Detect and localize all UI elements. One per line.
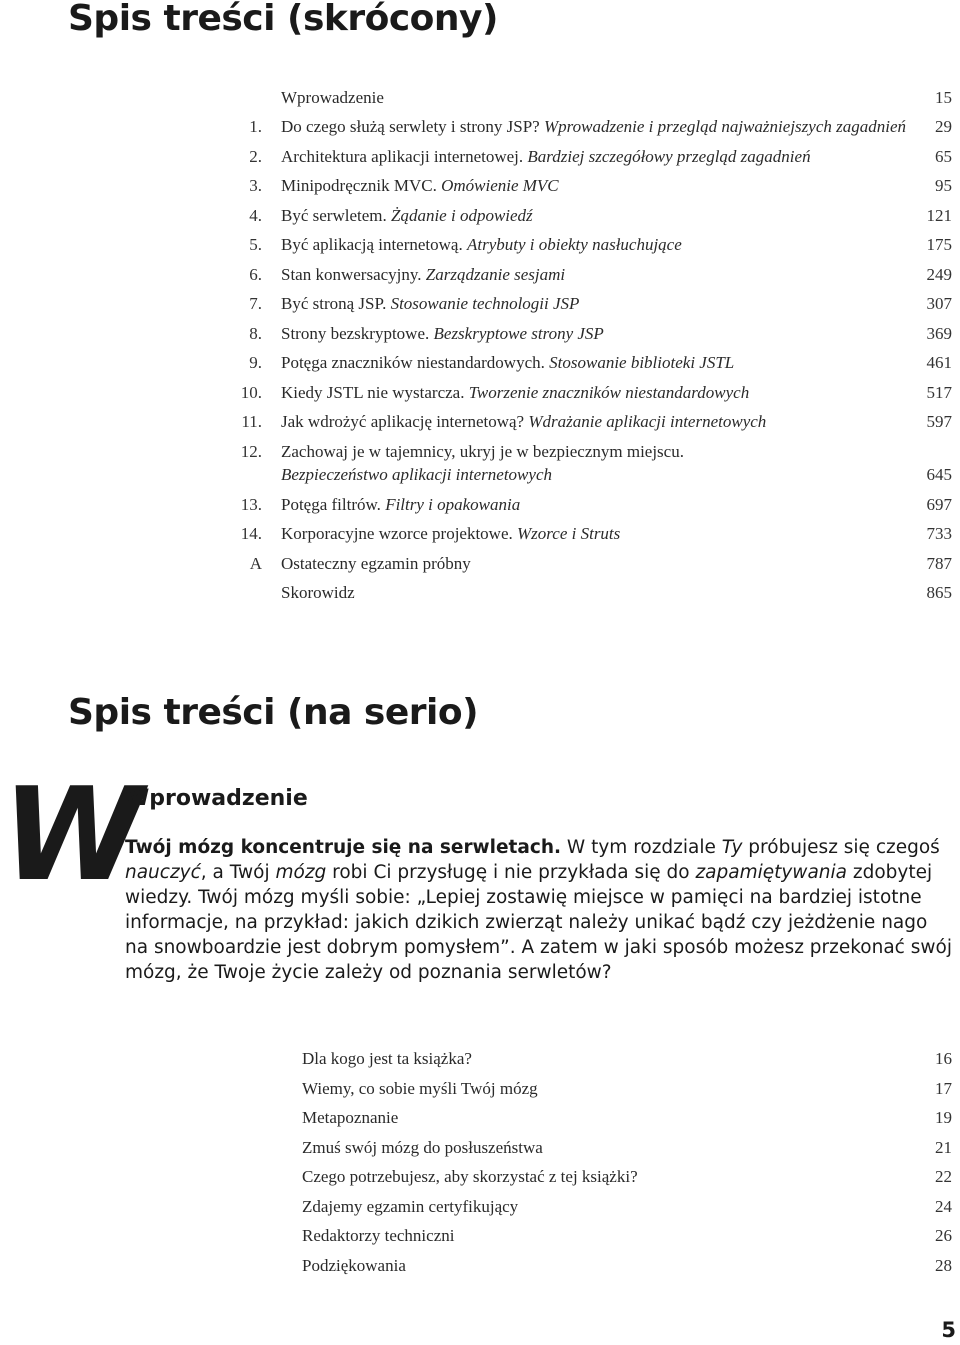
entry-number: 2. <box>249 147 262 166</box>
entry-page: 65 <box>935 147 952 166</box>
short-toc-title: Spis treści (skrócony) <box>68 0 498 39</box>
entry-number: 1. <box>249 117 262 136</box>
toc-entry[interactable] <box>0 175 960 205</box>
section-title: Czego potrzebujesz, aby skorzystać z tej książki? <box>302 1167 638 1186</box>
entry-title: Do czego służą serwlety i strony JSP? <box>281 117 540 136</box>
entry-subtitle: Filtry i opakowania <box>385 495 521 514</box>
entry-page: 517 <box>926 383 952 402</box>
entry-page: 645 <box>926 465 952 484</box>
entry-number: 8. <box>249 324 262 343</box>
intro-emphasis: mózg <box>275 862 327 883</box>
section-page: 19 <box>935 1108 952 1127</box>
section-page: 24 <box>935 1197 952 1216</box>
intro-emphasis: zapamiętywania <box>695 862 847 883</box>
section-entry[interactable] <box>0 1137 960 1167</box>
entry-page: 733 <box>926 524 952 543</box>
section-entry[interactable] <box>0 1225 960 1255</box>
entry-subtitle: Bardziej szczegółowy przegląd zagadnień <box>527 147 811 166</box>
entry-title: Potęga filtrów. <box>281 495 381 514</box>
entry-subtitle: Żądanie i odpowiedź <box>391 206 533 225</box>
toc-entry[interactable] <box>0 553 960 583</box>
intro-text: próbujesz się czegoś <box>742 837 940 858</box>
entry-subtitle: Stosowanie biblioteki JSTL <box>549 353 735 372</box>
section-entry[interactable] <box>0 1196 960 1226</box>
entry-title: Potęga znaczników niestandardowych. <box>281 353 545 372</box>
entry-number: 14. <box>240 524 262 543</box>
toc-entry[interactable] <box>0 116 960 146</box>
section-entry[interactable] <box>0 1255 960 1285</box>
toc-entry[interactable] <box>0 146 960 176</box>
chapter-title[interactable]: Wprowadzenie <box>125 786 308 811</box>
entry-title: Jak wdrożyć aplikację internetową? <box>281 412 525 431</box>
section-entry[interactable] <box>0 1107 960 1137</box>
entry-title: Być stroną JSP. <box>281 294 387 313</box>
entry-number: 3. <box>249 176 262 195</box>
entry-number: 4. <box>249 206 262 225</box>
entry-number: 9. <box>249 353 262 372</box>
entry-subtitle: Wprowadzenie i przegląd najważniejszych zagadnień <box>543 117 906 136</box>
section-entry[interactable] <box>0 1166 960 1196</box>
chapter-letter: W <box>2 761 144 910</box>
entry-subtitle: Tworzenie znaczników niestandardowych <box>468 383 750 402</box>
entry-page: 369 <box>926 324 952 343</box>
toc-entry[interactable] <box>0 494 960 524</box>
entry-page: 249 <box>926 265 952 284</box>
entry-page: 15 <box>935 88 952 107</box>
entry-page: 787 <box>926 554 952 573</box>
section-page: 28 <box>935 1256 952 1275</box>
section-page: 21 <box>935 1138 952 1157</box>
entry-subtitle: Atrybuty i obiekty nasłuchujące <box>466 235 682 254</box>
entry-subtitle: Bezskryptowe strony JSP <box>433 324 604 343</box>
entry-number: 6. <box>249 265 262 284</box>
entry-subtitle: Stosowanie technologii JSP <box>390 294 580 313</box>
entry-page: 95 <box>935 176 952 195</box>
toc-entry[interactable] <box>0 582 960 612</box>
chapter-intro <box>125 835 955 985</box>
intro-text: , a Twój <box>200 862 276 883</box>
entry-number: 7. <box>249 294 262 313</box>
entry-page: 175 <box>926 235 952 254</box>
toc-entry[interactable] <box>0 441 960 493</box>
toc-entry[interactable] <box>0 323 960 353</box>
entry-title: Korporacyjne wzorce projektowe. <box>281 524 513 543</box>
intro-lead: Twój mózg koncentruje się na serwletach. <box>125 837 562 858</box>
entry-title: Architektura aplikacji internetowej. <box>281 147 524 166</box>
intro-text: W tym rozdziale <box>561 837 722 858</box>
entry-number: 5. <box>249 235 262 254</box>
entry-number: A <box>249 554 262 573</box>
entry-title: Zachowaj je w tajemnicy, ukryj je w bezpiecznym miejscu. <box>281 442 684 461</box>
entry-page: 697 <box>926 495 952 514</box>
entry-page: 307 <box>926 294 952 313</box>
entry-page: 865 <box>926 583 952 602</box>
section-page: 22 <box>935 1167 952 1186</box>
entry-number: 10. <box>240 383 262 402</box>
toc-entry[interactable] <box>0 234 960 264</box>
intro-text: zdobytej wiedzy. Twój mózg myśli sobie: „Lepiej zostawię miejsce w pamięci na bardziej istotne informacje, na przykład: jakich dzikich zwierząt należy unikać bądź czy jeżdżenie nago na snowboardzie jest dobrym pomysłem”. A zatem w jaki sposób możesz przekonać swój mózg, że Twoje życie zależy od poznania serwletów? <box>125 862 952 983</box>
toc-entry[interactable] <box>0 205 960 235</box>
section-entry[interactable] <box>0 1078 960 1108</box>
section-entry[interactable] <box>0 1048 960 1078</box>
section-title: Zmuś swój mózg do posłuszeństwa <box>302 1138 543 1157</box>
toc-entry[interactable] <box>0 382 960 412</box>
entry-page: 29 <box>935 117 952 136</box>
section-title: Metapoznanie <box>302 1108 399 1127</box>
section-title: Redaktorzy techniczni <box>302 1226 455 1245</box>
entry-number: 12. <box>240 442 262 461</box>
entry-title: Być aplikacją internetową. <box>281 235 463 254</box>
entry-number: 11. <box>241 412 262 431</box>
section-title: Dla kogo jest ta książka? <box>302 1049 472 1068</box>
entry-title: Skorowidz <box>281 583 355 602</box>
toc-entry[interactable] <box>0 293 960 323</box>
entry-page: 461 <box>926 353 952 372</box>
entry-title: Strony bezskryptowe. <box>281 324 430 343</box>
toc-entry[interactable] <box>0 352 960 382</box>
entry-number: 13. <box>240 495 262 514</box>
section-page: 17 <box>935 1079 952 1098</box>
entry-subtitle: Bezpieczeństwo aplikacji internetowych <box>281 465 552 484</box>
entry-page: 121 <box>926 206 952 225</box>
entry-subtitle: Wdrażanie aplikacji internetowych <box>528 412 767 431</box>
toc-entry[interactable] <box>0 411 960 441</box>
entry-subtitle: Wzorce i Struts <box>517 524 621 543</box>
entry-page: 597 <box>926 412 952 431</box>
entry-title: Ostateczny egzamin próbny <box>281 554 471 573</box>
entry-title: Być serwletem. <box>281 206 387 225</box>
section-title: Podziękowania <box>302 1256 406 1275</box>
toc-entry[interactable] <box>0 264 960 294</box>
entry-title: Stan konwersacyjny. <box>281 265 422 284</box>
entry-title: Wprowadzenie <box>281 88 384 107</box>
entry-title: Minipodręcznik MVC. <box>281 176 437 195</box>
toc-entry[interactable] <box>0 87 960 117</box>
entry-subtitle: Omówienie MVC <box>441 176 559 195</box>
intro-text: robi Ci przysługę i nie przykłada się do <box>326 862 696 883</box>
section-page: 16 <box>935 1049 952 1068</box>
section-title: Zdajemy egzamin certyfikujący <box>302 1197 519 1216</box>
intro-emphasis: nauczyć <box>125 862 201 883</box>
entry-title: Kiedy JSTL nie wystarcza. <box>281 383 465 402</box>
full-toc-title: Spis treści (na serio) <box>68 692 479 733</box>
entry-subtitle: Zarządzanie sesjami <box>425 265 566 284</box>
toc-entry[interactable] <box>0 523 960 553</box>
section-page: 26 <box>935 1226 952 1245</box>
intro-emphasis: Ty <box>721 837 743 858</box>
section-title: Wiemy, co sobie myśli Twój mózg <box>302 1079 538 1098</box>
page-number: 5 <box>941 1318 956 1342</box>
